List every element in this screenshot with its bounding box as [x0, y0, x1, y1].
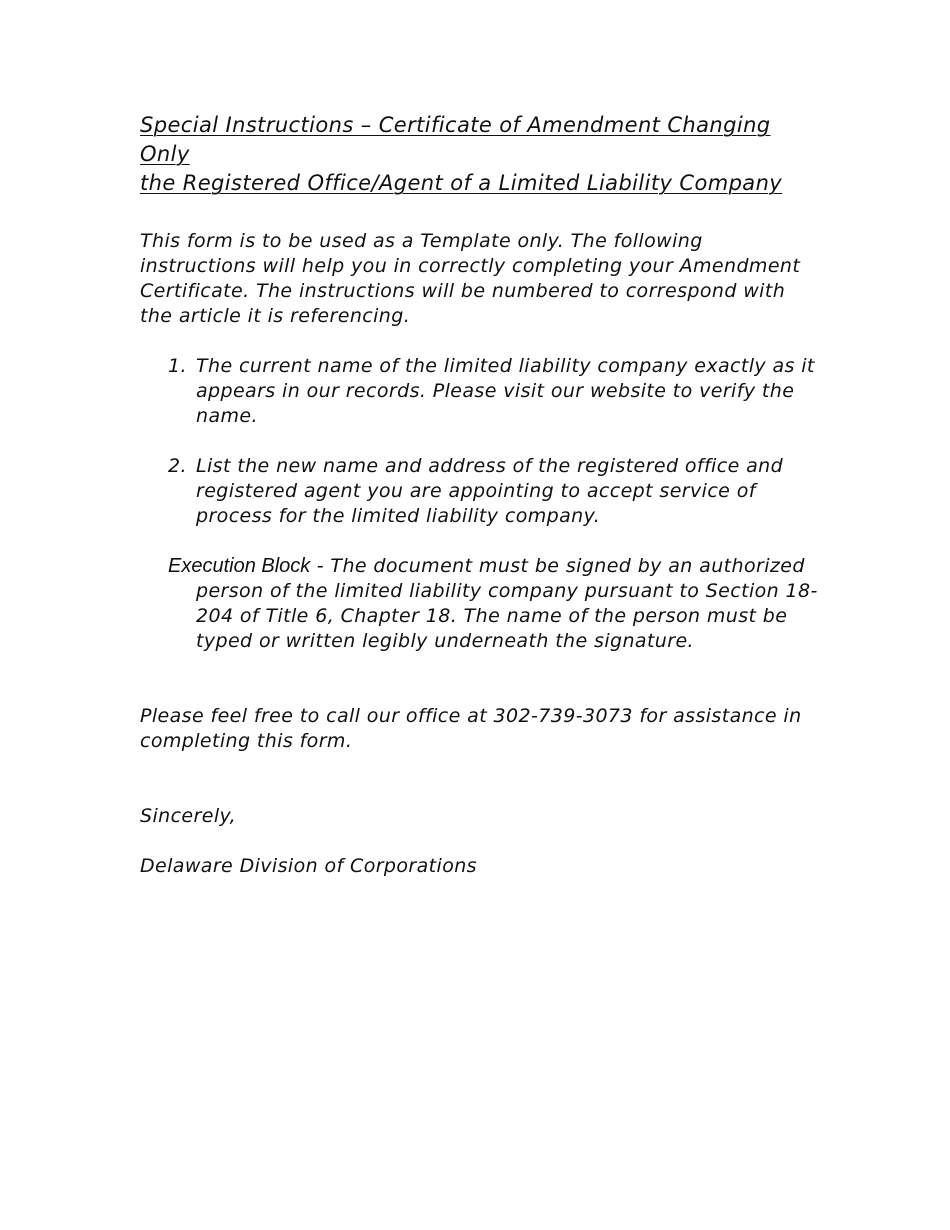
item-number: 2. [168, 455, 187, 477]
item-number: 1. [168, 355, 187, 377]
execution-label: Execution Block [168, 555, 311, 577]
title-line-1: Special Instructions – Certificate of Amendment Changing Only [140, 113, 771, 166]
signoff: Delaware Division of Corporations [140, 855, 477, 877]
assistance-paragraph: Please feel free to call our office at 302-739-3073 for assistance in completing this form. [140, 705, 802, 752]
execution-text: - The document must be signed by an authorized person of the limited liability company pursuant to Section 18-204 of Title 6, Chapter 18. The name of the person must be typed or written legibly underneath the signature. [196, 555, 818, 652]
execution-block [140, 554, 820, 654]
document-page [140, 111, 820, 879]
list-item [140, 454, 820, 529]
title-line-2: the Registered Office/Agent of a Limited Liability Company [140, 171, 783, 195]
item-text: List the new name and address of the registered office and registered agent you are appointing to accept service of process for the limited liability company. [196, 455, 784, 527]
list-item [140, 354, 820, 429]
instruction-list [140, 354, 820, 529]
item-text: The current name of the limited liability company exactly as it appears in our records. Please visit our website to verify the name. [196, 355, 815, 427]
intro-paragraph: This form is to be used as a Template only. The following instructions will help you in correctly completing your Amendment Certificate. The instructions will be numbered to correspond with the article it is referencing. [140, 230, 801, 327]
page-title [140, 111, 820, 198]
closing-salutation: Sincerely, [140, 805, 237, 827]
